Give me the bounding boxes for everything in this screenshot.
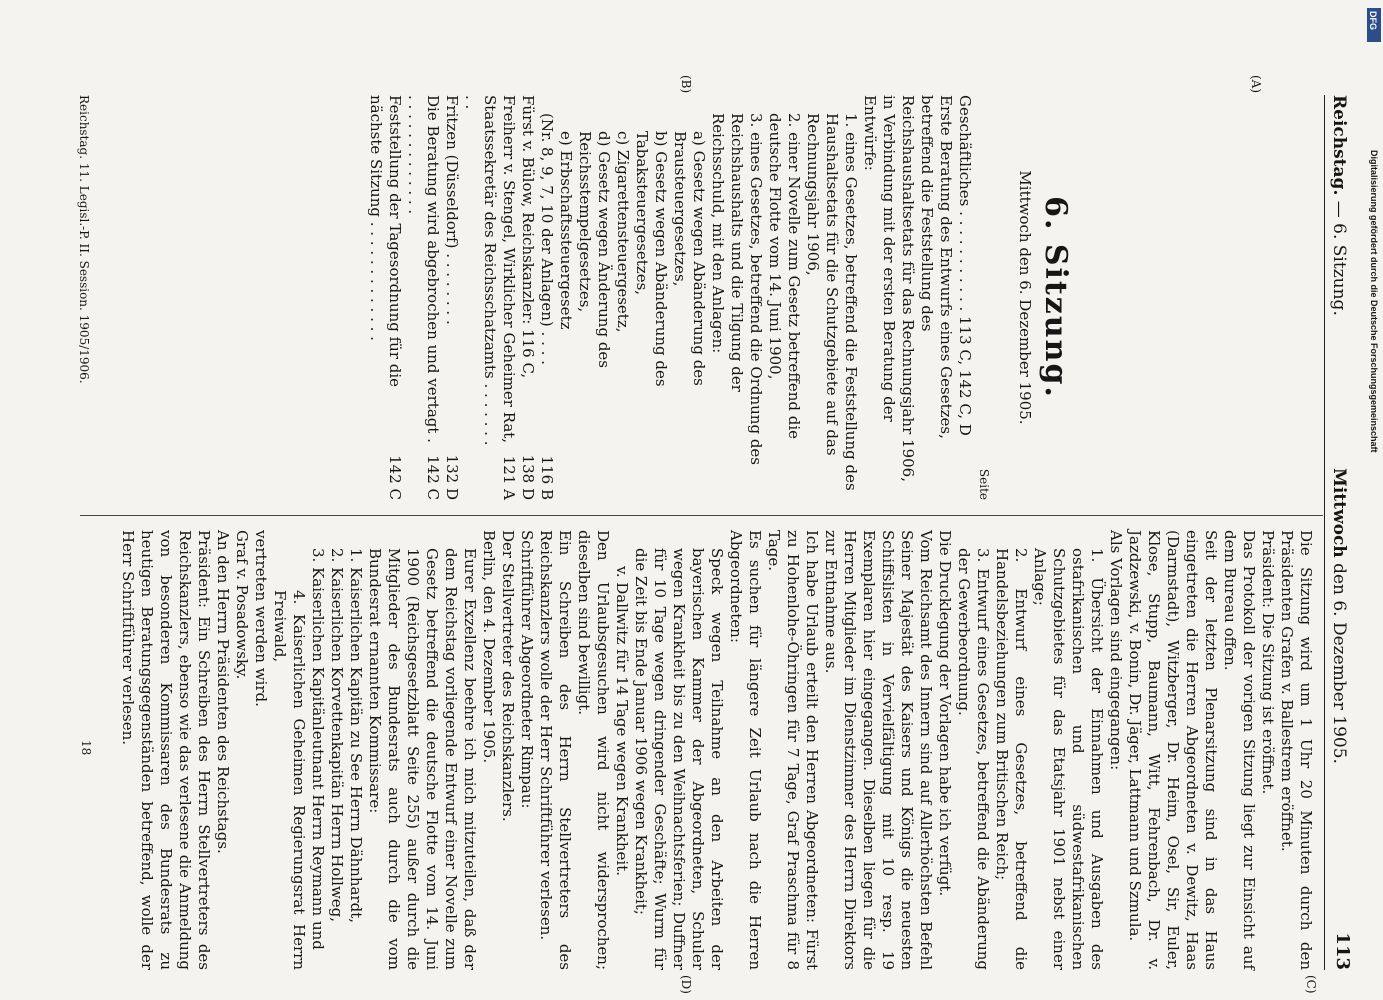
minutes-paragraph: Die Sitzung wird um 1 Uhr 20 Minuten durch den Präsidenten Grafen v. Ballestrem eröffnet. <box>1278 530 1315 970</box>
minutes-paragraph: Der Stellvertreter des Reichskanzlers. <box>499 530 517 822</box>
minutes-paragraph: 4. Kaiserlichen Geheimen Regierungsrat Herrn Freiwald, <box>271 590 308 970</box>
toc-entry-text: 1. eines Gesetzes, betreffend die Feststellung des Haushaltsetats für die Schutzgebiete auf das Rechnungsjahr 1906, <box>804 113 860 491</box>
toc-entry-page: 142 C <box>424 455 442 500</box>
minutes-paragraph: Graf v. Posadowsky. <box>233 530 251 680</box>
minutes-paragraph: vertreten werden wird. <box>252 530 270 707</box>
minutes-paragraph: 2. Kaiserlichen Korvettenkapitän Herrn Hollweg, <box>328 548 346 923</box>
digitization-credit: Digitalisierung gefördert durch die Deutsche Forschungsgemeinschaft <box>1369 150 1379 453</box>
toc-entry-page <box>613 492 632 500</box>
toc-entry-text: Erste Beratung des Entwurfs eines Gesetzes, betreffend die Feststellung des Reichshaushaltsetats für das Rechnungsjahr 1906, in Verbindung mit der ersten Beratung der Entwürfe: <box>861 95 955 482</box>
minutes-paragraph: v. Dallwitz für 14 Tage wegen Krankheit. <box>613 566 631 876</box>
minutes-paragraph: Es suchen für längere Zeit Urlaub nach die Herren Abgeordneten: <box>727 530 764 970</box>
toc-entry-page <box>803 492 860 500</box>
minutes-paragraph: 3. Entwurf eines Gesetzes, betreffend die Abänderung der Gewerbeordnung. <box>955 548 992 970</box>
running-header-left: Reichstag. — 6. Sitzung. <box>1329 95 1349 316</box>
toc-entry-page: 138 D <box>519 454 537 500</box>
minutes-paragraph: Ein Schreiben des Herrn Stellvertreters des Reichskanzlers wolle der Herr Schriftführer verlesen. <box>537 530 574 970</box>
minutes-paragraph: Eurer Exzellenz beehre ich mich mitzuteilen, daß der dem Reichstag vorliegende Entwurf einer Novelle zum Gesetz betreffend die deutsche Flotte vom 14. Juni 1900 (Reichsgesetzblatt Seite 255) außer durch die Mitglieder des Bundesrats auch durch die vom Bundesrat ernannten Kommissare: <box>366 548 479 970</box>
minutes-paragraph: Die Drucklegung der Vorlagen habe ich verfügt. <box>936 530 954 897</box>
minutes-paragraph: Berlin, den 4. Dezember 1905. <box>480 530 498 764</box>
toc-entry-text: a) Gesetz wegen Abänderung des Brausteuergesetzes, <box>671 131 708 386</box>
page-number: 113 <box>1332 932 1353 970</box>
minutes-paragraph: 2. Entwurf eines Gesetzes, betreffend die Handelsbeziehungen zum Britischen Reich; <box>993 548 1030 970</box>
toc-entry-page: 132 D <box>443 454 461 500</box>
toc-entry-text: b) Gesetz wegen Abänderung des Tabaksteuergesetzes, <box>633 131 670 387</box>
toc-entry-text: d) Gesetz wegen Änderung des Reichsstempelgesetzes, <box>576 131 613 368</box>
signature-number: 18 <box>79 740 93 756</box>
running-header-center: Mittwoch den 6. Dezember 1905. <box>1329 468 1349 764</box>
toc-entry-text: 3. eines Gesetzes, betreffend die Ordnung des Reichshaushalts und die Tilgung der Reichsschuld, mit den Anlagen: <box>709 113 765 465</box>
toc-entry-page <box>955 492 974 500</box>
seite-label: Seite <box>977 468 991 500</box>
dfg-logo: DFG <box>1367 8 1381 42</box>
toc-entry <box>461 95 518 500</box>
minutes-paragraph: 3. Kaiserlichen Kapitänleutnant Herrn Reymann und <box>309 548 327 950</box>
toc-entry-page <box>860 492 955 500</box>
column-divider <box>80 515 1323 516</box>
toc-entry-text: e) Erbschaftssteuergesetz <box>557 131 575 330</box>
minutes-paragraph: Seit der letzten Plenarsitzung sind in das Haus eingetreten die Herren Abgeordneten v. Dewitz, Haas (Darmstadt), Witzberger, Dr. Heim, Osel, Sir, Euler, Klose, Stupp, Baumann, Witt, Fehrenbach, Dr. v. Jazdzewski, v. Bonin, Dr. Jäger, Lattmann und Szmula. <box>1126 530 1220 970</box>
toc-entry <box>404 95 442 500</box>
toc-entry-text: (Nr. 8, 9, 7, 10 der Anlagen) . . . . <box>538 113 556 365</box>
toc-entry-text: Fürst v. Bülow, Reichskanzler: 116 C, <box>519 95 537 379</box>
margin-mark-d: (D) <box>679 975 693 994</box>
right-column <box>118 530 1315 970</box>
toc-entry <box>955 95 974 500</box>
toc-entry-text: Fritzen (Düsseldorf) . . . . . . . . <box>443 95 461 325</box>
minutes-paragraph: Präsident: Ein Schreiben des Herrn Stellvertreters des Reichskanzlers, ebenso wie das verlesene die Anmeldung von besonderen Kommissaren des Bundesrats zu heutigen Beratungsgegenständen betreffend, wolle der Herr Schriftführer verlesen. <box>119 530 213 970</box>
header-rule <box>1324 95 1325 970</box>
minutes-paragraph: Schriftführer Abgeordneter Rimpau: <box>518 530 536 809</box>
minutes-paragraph: Das Protokoll der vorigen Sitzung liegt zur Einsicht auf dem Bureau offen. <box>1221 530 1258 970</box>
minutes-paragraph: Vom Reichsamt des Innern sind auf Allerhöchsten Befehl Seiner Majestät des Kaisers und Königs die neuesten Schiffslisten in Vervielfältigung mit 10 resp. 19 Exemplaren hier eingegangen. Dieselben liegen für die Herren Mitglieder im Dienstzimmer des Herrn Direktors zur Entnahme aus. <box>822 530 935 970</box>
toc-entry <box>670 95 708 500</box>
toc-entry <box>556 95 575 500</box>
session-date: Mittwoch den 6. Dezember 1905. <box>1016 170 1034 425</box>
toc-entry-page <box>632 492 670 500</box>
toc-entry-page: 142 C <box>386 455 404 500</box>
toc-entry <box>708 95 765 500</box>
left-column <box>77 95 1315 500</box>
toc-entry <box>537 95 556 500</box>
minutes-paragraph: Präsident: Die Sitzung ist eröffnet. <box>1259 530 1277 795</box>
legislature-footer: Reichstag. 11. Legisl.-P. II. Session. 1905/1906. <box>77 95 91 384</box>
toc-entry-page <box>670 492 708 500</box>
toc-entry-text: Feststellung der Tagesordnung für die nächste Sitzung . . . . . . . . . . . . . <box>367 95 404 388</box>
toc-entry <box>765 95 803 500</box>
table-of-contents <box>366 95 974 500</box>
minutes-paragraph: Als Vorlagen sind eingegangen: <box>1107 530 1125 771</box>
toc-entry <box>632 95 670 500</box>
toc-entry <box>442 95 461 500</box>
toc-entry-page <box>575 492 613 500</box>
toc-entry-page <box>556 492 575 500</box>
toc-entry-text: Die Beratung wird abgebrochen und vertagt . . . . . . . . . . . . . . <box>405 95 442 443</box>
toc-entry <box>366 95 404 500</box>
minutes-paragraph: 1. Kaiserlichen Kapitän zu See Herrn Dähnhardt, <box>347 548 365 923</box>
minutes-paragraph: 1. Übersicht der Einnahmen und Ausgaben des ostafrikanischen und südwestafrikanischen Schutzgebietes für das Etatsjahr 1901 nebst einer Anlage; <box>1031 548 1106 970</box>
minutes-paragraph: An den Herrn Präsidenten des Reichstags. <box>214 530 232 854</box>
toc-entry <box>518 95 537 500</box>
toc-entry-page <box>765 492 803 500</box>
toc-entry <box>575 95 613 500</box>
toc-entry <box>803 95 860 500</box>
toc-entry-text: 2. einer Novelle zum Gesetz betreffend die deutsche Flotte vom 14. Juni 1900, <box>766 113 803 440</box>
margin-mark-a: (A) <box>1249 75 1263 94</box>
minutes-paragraph: Speck wegen Teilnahme an den Arbeiten der bayerischen Kammer der Abgeordneten, Schuler wegen Krankheit bis zu den Weihnachtsferien; Duffner für 10 Tage wegen dringender Geschäfte; Wurm für die Zeit bis Ende Januar 1906 wegen Krankheit; <box>632 548 726 970</box>
margin-mark-c: (C) <box>1304 975 1318 994</box>
toc-entry-page: 116 B <box>538 455 556 500</box>
toc-entry-text: Geschäftliches . . . . . . . . . . . 113 C, 142 C, D <box>956 95 974 436</box>
toc-entry <box>613 95 632 500</box>
minutes-paragraph: Ich habe Urlaub erteilt den Herren Abgeordneten: Fürst zu Hohenlohe-Öhringen für 7 Tage, Graf Praschma für 8 Tage. <box>765 530 821 970</box>
minutes-paragraph: Den Urlaubsgesuchen wird nicht widersprochen; dieselben sind bewilligt. <box>575 530 612 970</box>
toc-entry-text: Freiherr v. Stengel, Wirklicher Geheimer Rat, Staatssekretär des Reichsschatzamts . . . . . . . . . <box>462 95 518 446</box>
margin-mark-b: (B) <box>679 75 693 94</box>
toc-entry-page <box>708 492 765 500</box>
toc-entry-text: c) Zigarettensteuergesetz, <box>614 131 632 333</box>
session-title: 6. Sitzung. <box>1038 196 1073 399</box>
toc-entry-page: 121 A <box>500 455 518 500</box>
toc-entry <box>860 95 955 500</box>
